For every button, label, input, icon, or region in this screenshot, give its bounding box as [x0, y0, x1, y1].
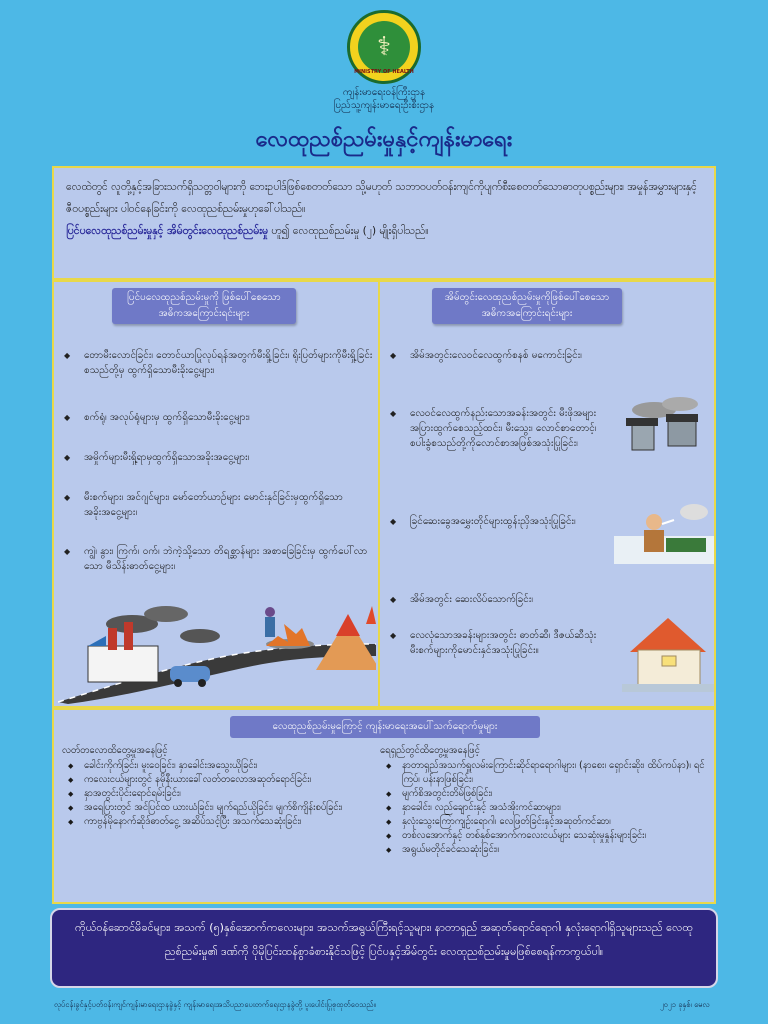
- list-item: ◆ အရေပြားတွင် အင်ပြင်ထ ယားယံခြင်း၊ မျက်ရည်ယိုခြင်း၊ မျက်စိကျိန်းစပ်ခြင်း၊: [62, 801, 382, 815]
- list-item: ◆ ခေါင်းကိုက်ခြင်း၊ မူးဝေခြင်း၊ နှာခေါင်းအသွေးယိုခြင်း၊: [62, 759, 382, 773]
- page-title: လေထုညစ်ညမ်းမှုနှင့်ကျန်းမာရေး: [255, 127, 513, 152]
- health-effects-panel: [52, 708, 716, 904]
- pollution-types-tail: ဟူ၍ လေထုညစ်ညမ်းမှု (၂) မျိုးရှိပါသည်။: [271, 225, 429, 237]
- indoor-causes: [382, 282, 716, 706]
- ministry-logo: [347, 10, 421, 84]
- caduceus-icon: ⚕: [358, 21, 410, 73]
- list-item: ◆ အိမ်အတွင်းလေဝင်လေထွက်စနစ် မကောင်းခြင်း၊: [410, 348, 610, 363]
- list-item: ◆ ကာဗွန်မိုနောက်ဆိုဒ်ဓာတ်ငွေ့ အဆိပ်သင့်ပြီး အသက်သေဆုံးခြင်း၊: [62, 815, 382, 829]
- indoor-stove-illustration: [614, 394, 714, 458]
- list-item: ◆ အမှိုက်များမီးရှို့ရာမှထွက်ရှိသောအခိုးအငွေ့များ၊: [84, 450, 374, 465]
- effects-heading: လေထုညစ်ညမ်းမှုကြောင့် ကျန်းမာရေးအပေါ်သက်ရောက်မှုများ: [230, 716, 540, 738]
- footer-publisher: လုပ်ငန်းခွင်နှင့်ပတ်ဝန်းကျင်ကျန်းမာရေးဌာနခွဲနှင့် ကျန်းမာရေးအသိပညာပေးတက်ရေးဌာနခွဲတို့ ပူးပေါင်းပြုစုထုတ်ဝေသည်။: [54, 1000, 376, 1009]
- house-illustration: [622, 612, 714, 696]
- list-item: ◆ အရွယ်မတိုင်ခင်သေဆုံးခြင်း။: [380, 843, 710, 857]
- ministry-name: [0, 86, 768, 112]
- list-item: ◆ တောမီးလောင်ခြင်း၊ တောင်ယာပြုလုပ်ရန်အတွက်မီးရှို့ခြင်း၊ ရိုးပြတ်များကိုမီးရှို့ခြင်းစသည်တို့မှ ထွက်ရှိသောမီးခိုးငွေ့များ၊: [84, 348, 374, 378]
- list-item: ◆ မျက်စိအတွင်းတိမ်ဖြစ်ခြင်း၊: [380, 787, 710, 801]
- pollution-types: ပြင်ပလေထုညစ်ညမ်းမှုနှင့် အိမ်တွင်းလေထုညစ်ညမ်းမှု: [66, 225, 268, 237]
- outdoor-causes: [54, 282, 380, 706]
- list-item: ◆ နှလုံးသွေးကြောကျဉ်းရောဂါ၊ လေဖြတ်ခြင်းနှင့်အဆုတ်ကင်ဆာ၊: [380, 815, 710, 829]
- indoor-heading: အိမ်တွင်းလေထုညစ်ညမ်းမှုကိုဖြစ်ပေါ်စေသော အဓိကအကြောင်းရင်းများ: [432, 288, 622, 324]
- list-item: ◆ နှာခေါင်း၊ လည်ချောင်းနှင့် အသံအိုးကင်ဆာများ၊: [380, 801, 710, 815]
- short-term-effects: [62, 744, 382, 829]
- list-item: ◆ မီးစက်များ၊ အင်ဂျင်များ၊ မော်တော်ယာဉ်များ မောင်းနှင်ခြင်းမှထွက်ရှိသောအခိုးအငွေ့များ၊: [84, 490, 374, 520]
- logo-text: MINISTRY OF HEALTH: [354, 69, 414, 75]
- list-item: ◆ ခြင်ဆေးခွေအမွှေးတိုင်များထွန်းညှိအသုံးပြုခြင်း၊: [410, 514, 610, 529]
- warning-banner: ကိုယ်ဝန်ဆောင်မိခင်များ၊ အသက် (၅)နှစ်အောက်ကလေးများ၊ အသက်အရွယ်ကြီးရင့်သူများ၊ နာတာရှည် အဆုတ်ရောင်ရောဂါ၊ နှလုံးရောဂါရှိသူများသည် လေထုညစ်ညမ်းမှု၏ ဒဏ်ကို ပိုမိုပြင်းထန်စွာခံစားနိုင်သဖြင့် ပြင်ပနှင့်အိမ်တွင်း လေထုညစ်ညမ်းမှုမဖြစ်စေရန်ကာကွယ်ပါ။: [50, 908, 718, 988]
- outdoor-heading: ပြင်ပလေထုညစ်ညမ်းမှုကို ဖြစ်ပေါ်စေသော အဓိကအကြောင်းရင်းများ: [112, 288, 296, 324]
- intro-text: လေထဲတွင် လူတို့နှင့်အခြားသက်ရှိသတ္တဝါများကို ဘေးဥပါဒ်ဖြစ်စေတတ်သော သို့မဟုတ် သဘာဝပတ်ဝန်းကျင်ကိုပျက်စီးစေတတ်သောဓာတုပစ္စည်းများ၊ အမှုန်အမွှားများနှင့် ဇီဝပစ္စည်းများ ပါဝင်နေခြင်းကို လေထုညစ်ညမ်းမှုဟုခေါ်ပါသည်။: [66, 181, 697, 215]
- list-item: ◆ တစ်လအောက်နှင့် တစ်နှစ်အောက်ကလေးငယ်များ သေဆုံးမှုနှုန်းများခြင်း၊: [380, 829, 710, 843]
- smoking-illustration: [614, 502, 714, 564]
- list-item: ◆ လေလုံသောအခန်းများအတွင်း ဓာတ်ဆီ၊ ဒီဇယ်ဆီသုံးမီးစက်များကိုမောင်းနှင်အသုံးပြုခြင်း။: [410, 628, 610, 658]
- intro-panel: [52, 166, 716, 280]
- outdoor-pollution-illustration: [58, 584, 376, 704]
- footer-date: ၂၀၂၁ ခုနှစ်၊ မေလ: [660, 1000, 710, 1009]
- list-item: ◆ ကလေးငယ်များတွင် နမိုနီးယားခေါ်လတ်တလောအဆုတ်ရောင်ခြင်း၊: [62, 773, 382, 787]
- list-item: ◆ အိမ်အတွင်း ဆေးလိပ်သောက်ခြင်း၊: [410, 592, 610, 607]
- long-term-effects: [380, 744, 710, 857]
- short-term-title: လတ်တလောထိတွေ့မှုအနေဖြင့်: [62, 745, 168, 756]
- long-term-title: ရေရှည်တွင်ထိတွေ့မှုအနေဖြင့်: [380, 745, 480, 756]
- ministry-line-1: ကျန်းမာရေးဝန်ကြီးဌာန: [342, 87, 426, 98]
- list-item: ◆ နာတာရှည်အသက်ရှူလမ်းကြောင်းဆိုင်ရာရောဂါများ၊ (နာစေး၊ ရှောင်းဆိုး၊ ထိပ်ကပ်နာ)၊ ရင်ကြပ်၊ ပန်းနာဖြစ်ခြင်း၊: [380, 759, 710, 787]
- list-item: ◆ လေဝင်လေထွက်နည်းသောအခန်းအတွင်း မီးဖိုအများအပြားထွက်စေသည့်ထင်း၊ မီးသွေး၊ လောင်စာတောင့်၊ စပါးခွံစသည်တို့ကိုလောင်စာအဖြစ်အသုံးပြုခြင်း၊: [410, 406, 610, 451]
- list-item: ◆ နှာအတွင်းပိုင်းရောင်ရမ်းခြင်း၊: [62, 787, 382, 801]
- list-item: ◆ ကျွဲ၊ နွား၊ ကြက်၊ ဝက်၊ ဘဲကဲ့သို့သော တိရစ္ဆာန်များ အစာခြေခြင်းမှ ထွက်ပေါ်လာသော မီသိန်းဓာတ်ငွေ့များ၊: [84, 544, 374, 574]
- causes-panel: [52, 280, 716, 708]
- list-item: ◆ စက်ရုံ၊ အလုပ်ရုံများမှ ထွက်ရှိသောမီးခိုးငွေ့များ၊: [84, 410, 374, 425]
- ministry-line-2: ပြည်သူ့ကျန်းမာရေးဦးစီးဌာန: [333, 100, 435, 111]
